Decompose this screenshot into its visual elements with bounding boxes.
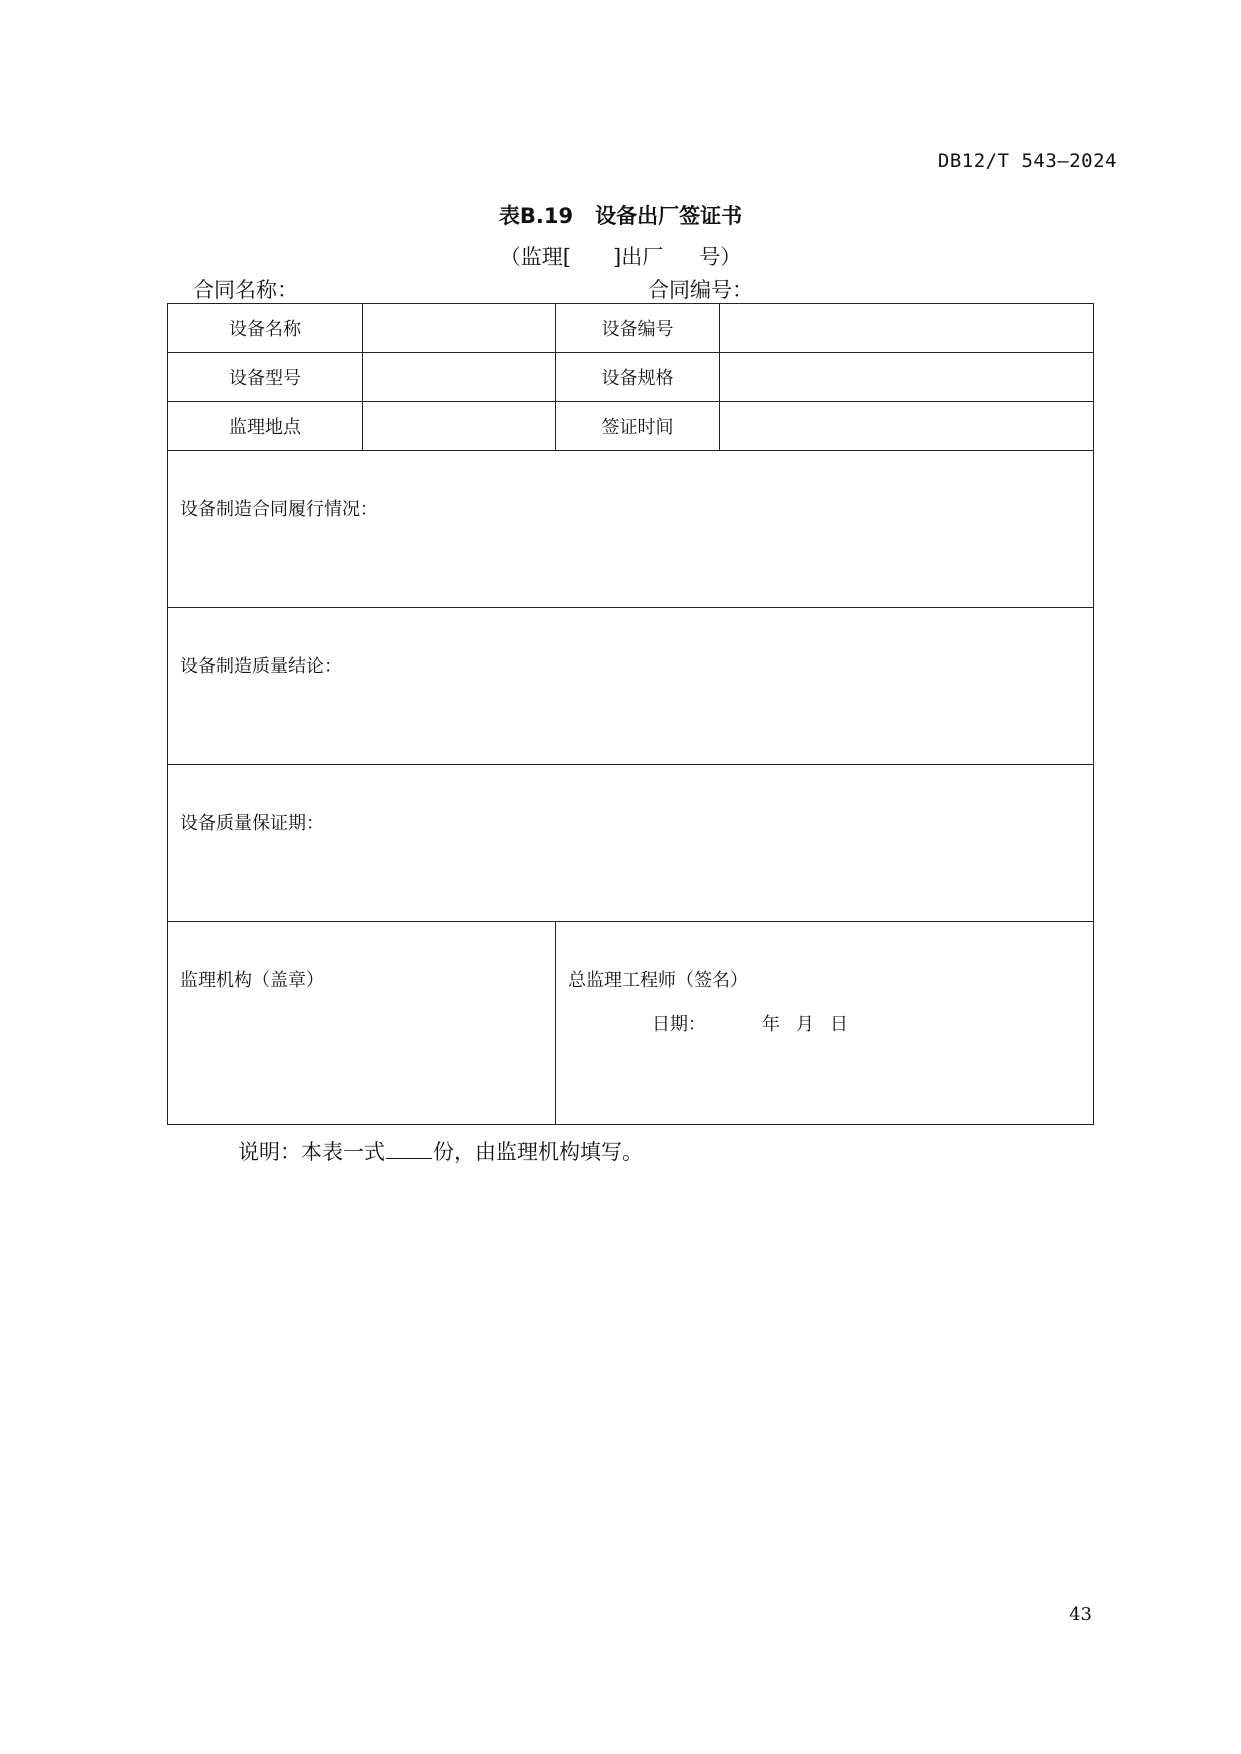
contract-number-label: 合同编号： bbox=[648, 278, 753, 302]
equipment-number-label: 设备编号 bbox=[556, 304, 720, 353]
month-label: 月 bbox=[796, 1014, 814, 1035]
certificate-form-table bbox=[167, 303, 1094, 1125]
certification-time-label: 签证时间 bbox=[556, 402, 720, 451]
note-prefix: 说明：本表一式 bbox=[238, 1140, 385, 1164]
table-row bbox=[168, 451, 1094, 608]
table-row bbox=[168, 353, 1094, 402]
date-line bbox=[556, 992, 1093, 1036]
equipment-model-value[interactable] bbox=[363, 353, 556, 402]
day-label: 日 bbox=[830, 1014, 848, 1035]
standard-code: DB12/T 543—2024 bbox=[937, 150, 1117, 172]
equipment-name-label: 设备名称 bbox=[168, 304, 363, 353]
table-number: 表B.19 bbox=[498, 204, 574, 228]
table-row bbox=[168, 304, 1094, 353]
equipment-spec-value[interactable] bbox=[720, 353, 1094, 402]
contract-name-label: 合同名称： bbox=[193, 278, 298, 302]
doc-number-prefix: （监理[ bbox=[499, 245, 571, 269]
table-title bbox=[0, 200, 1241, 230]
table-row bbox=[168, 922, 1094, 1125]
date-label: 日期： bbox=[652, 1014, 706, 1035]
page-number: 43 bbox=[1069, 1604, 1092, 1625]
equipment-spec-label: 设备规格 bbox=[556, 353, 720, 402]
supervision-location-label: 监理地点 bbox=[168, 402, 363, 451]
quality-conclusion-label: 设备制造质量结论： bbox=[180, 656, 342, 677]
doc-number-suffix: 号） bbox=[699, 245, 742, 269]
year-label: 年 bbox=[762, 1014, 780, 1035]
note-suffix: 份，由监理机构填写。 bbox=[433, 1140, 643, 1164]
supervision-org-label: 监理机构（盖章） bbox=[180, 970, 324, 991]
quality-conclusion-cell[interactable] bbox=[168, 608, 1094, 765]
supervision-org-cell[interactable] bbox=[168, 922, 556, 1125]
form-note bbox=[238, 1136, 643, 1166]
contract-performance-label: 设备制造合同履行情况： bbox=[180, 499, 378, 520]
chief-engineer-label: 总监理工程师（签名） bbox=[568, 970, 748, 991]
table-name: 设备出厂签证书 bbox=[595, 204, 743, 228]
equipment-name-value[interactable] bbox=[363, 304, 556, 353]
chief-engineer-cell[interactable] bbox=[556, 922, 1094, 1125]
supervision-location-value[interactable] bbox=[363, 402, 556, 451]
warranty-label: 设备质量保证期： bbox=[180, 813, 324, 834]
warranty-cell[interactable] bbox=[168, 765, 1094, 922]
equipment-model-label: 设备型号 bbox=[168, 353, 363, 402]
contract-performance-cell[interactable] bbox=[168, 451, 1094, 608]
doc-number-mid: ]出厂 bbox=[613, 245, 664, 269]
table-row bbox=[168, 402, 1094, 451]
table-row bbox=[168, 765, 1094, 922]
equipment-number-value[interactable] bbox=[720, 304, 1094, 353]
table-row bbox=[168, 608, 1094, 765]
document-number-line bbox=[0, 241, 1241, 271]
certification-time-value[interactable] bbox=[720, 402, 1094, 451]
copies-blank[interactable] bbox=[386, 1138, 432, 1159]
